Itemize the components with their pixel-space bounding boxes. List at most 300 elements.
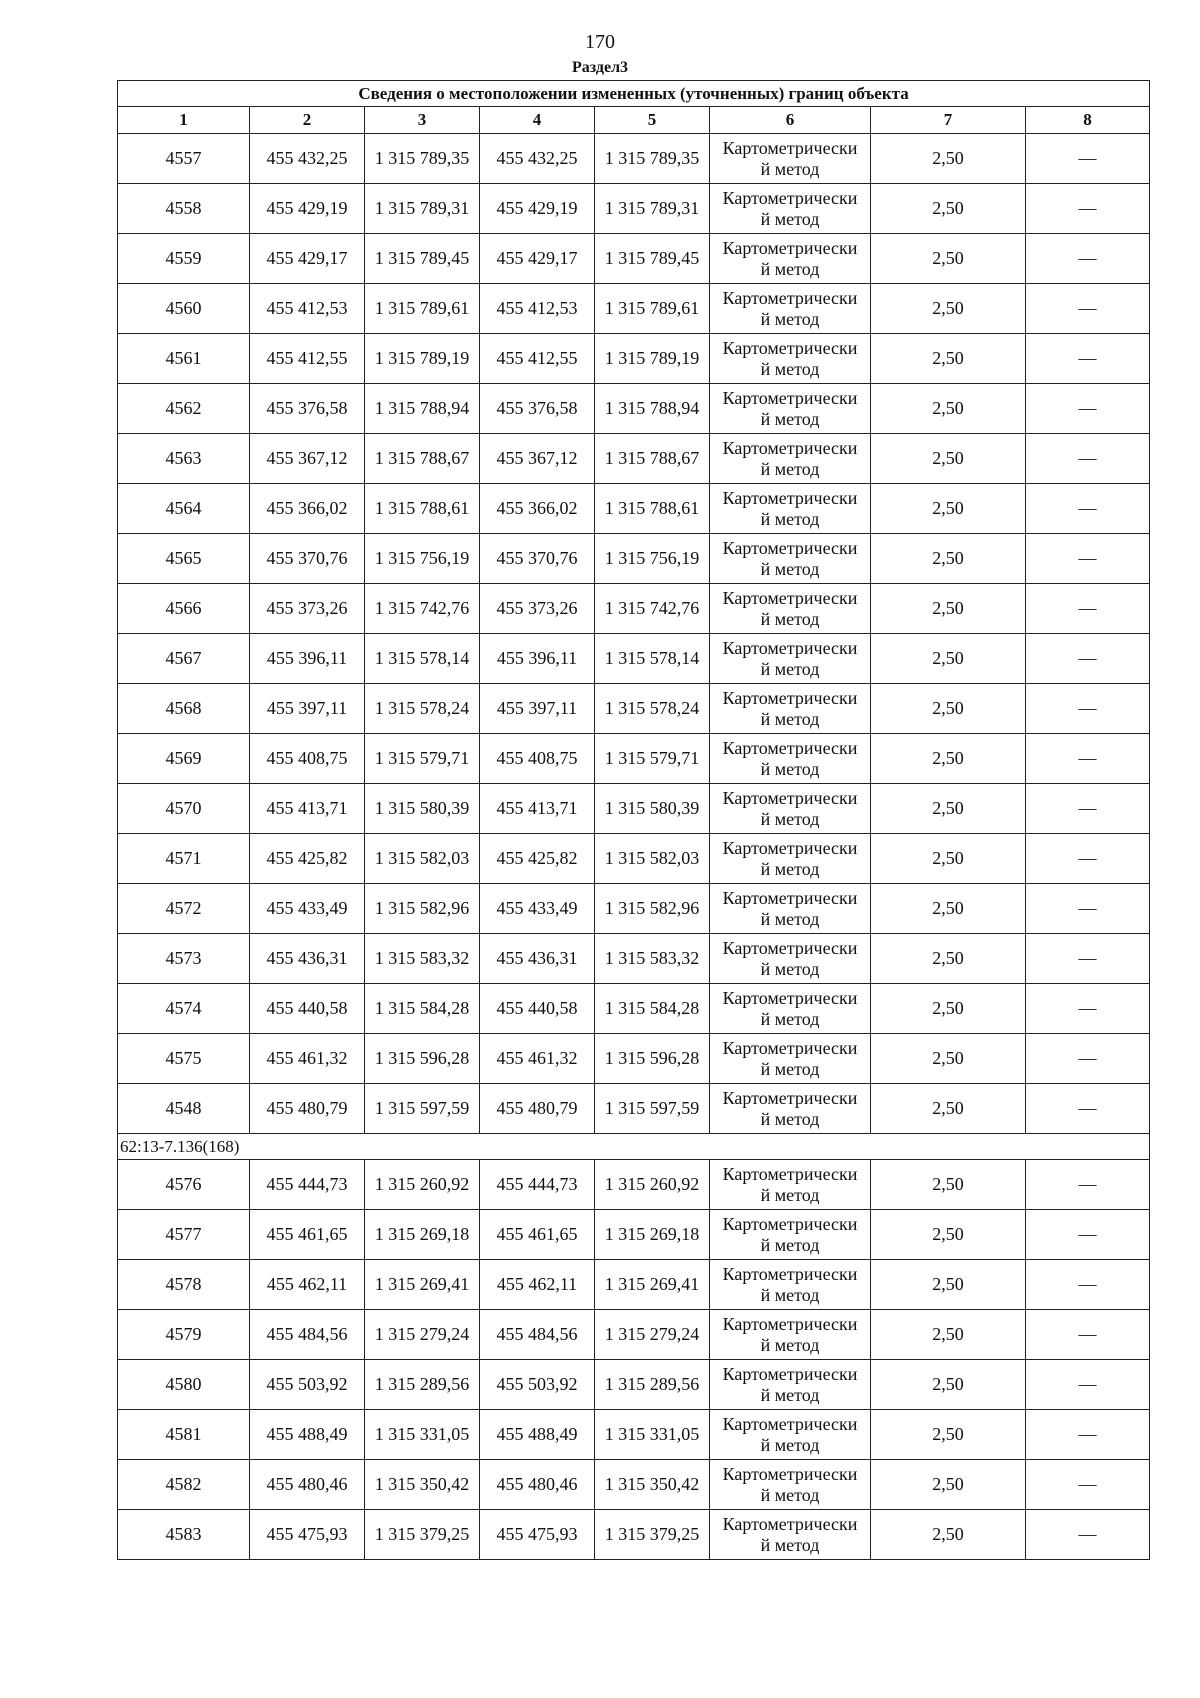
y-coordinate-cell: 1 315 379,25 (365, 1510, 480, 1560)
method-cell (710, 484, 871, 534)
x-coordinate-cell: 455 396,11 (250, 634, 365, 684)
section-title: Раздел3 (571, 59, 629, 76)
y-coordinate-new-cell: 1 315 579,71 (595, 734, 710, 784)
point-number-cell: 4571 (118, 834, 250, 884)
x-coordinate-new-cell: 455 462,11 (480, 1260, 595, 1310)
method-text: й метод (760, 1108, 820, 1129)
point-number-cell: 4579 (118, 1310, 250, 1360)
table-row (118, 834, 1150, 884)
y-coordinate-new-cell: 1 315 596,28 (595, 1034, 710, 1084)
x-coordinate-new-cell: 455 425,82 (480, 834, 595, 884)
method-cell (710, 1210, 871, 1260)
accuracy-cell: 2,50 (871, 1260, 1026, 1310)
table-row (118, 584, 1150, 634)
point-number-cell: 4557 (118, 134, 250, 184)
accuracy-cell: 2,50 (871, 534, 1026, 584)
boundary-coordinates-table (117, 80, 1150, 1560)
accuracy-cell: 2,50 (871, 234, 1026, 284)
x-coordinate-new-cell: 455 366,02 (480, 484, 595, 534)
x-coordinate-cell: 455 408,75 (250, 734, 365, 784)
point-number-cell: 4561 (118, 334, 250, 384)
y-coordinate-new-cell: 1 315 789,61 (595, 284, 710, 334)
y-coordinate-cell: 1 315 742,76 (365, 584, 480, 634)
table-row (118, 1084, 1150, 1134)
table-row (118, 684, 1150, 734)
y-coordinate-cell: 1 315 789,35 (365, 134, 480, 184)
x-coordinate-cell: 455 366,02 (250, 484, 365, 534)
method-text: й метод (760, 908, 820, 929)
point-number-cell: 4559 (118, 234, 250, 284)
group-header-row (118, 1134, 1150, 1160)
method-text: й метод (760, 258, 820, 279)
method-text: й метод (760, 308, 820, 329)
table-row (118, 334, 1150, 384)
table-caption: Сведения о местоположении измененных (уточненных) границ объекта (118, 81, 1150, 107)
note-cell: — (1026, 434, 1150, 484)
y-coordinate-cell: 1 315 789,45 (365, 234, 480, 284)
x-coordinate-new-cell: 455 436,31 (480, 934, 595, 984)
y-coordinate-new-cell: 1 315 331,05 (595, 1410, 710, 1460)
method-text: й метод (760, 458, 820, 479)
x-coordinate-cell: 455 413,71 (250, 784, 365, 834)
note-cell: — (1026, 484, 1150, 534)
note-cell: — (1026, 984, 1150, 1034)
note-cell: — (1026, 834, 1150, 884)
method-cell (710, 634, 871, 684)
y-coordinate-cell: 1 315 580,39 (365, 784, 480, 834)
accuracy-cell: 2,50 (871, 584, 1026, 634)
method-text: Картометрически (722, 1037, 858, 1058)
accuracy-cell: 2,50 (871, 1210, 1026, 1260)
note-cell: — (1026, 1034, 1150, 1084)
y-coordinate-new-cell: 1 315 583,32 (595, 934, 710, 984)
method-text: Картометрически (722, 1363, 858, 1384)
method-text: Картометрически (722, 1513, 858, 1534)
x-coordinate-new-cell: 455 461,32 (480, 1034, 595, 1084)
x-coordinate-new-cell: 455 408,75 (480, 734, 595, 784)
point-number-cell: 4578 (118, 1260, 250, 1310)
page-number: 170 (585, 31, 615, 53)
point-number-cell: 4565 (118, 534, 250, 584)
accuracy-cell: 2,50 (871, 634, 1026, 684)
table-row (118, 734, 1150, 784)
y-coordinate-cell: 1 315 269,18 (365, 1210, 480, 1260)
point-number-cell: 4569 (118, 734, 250, 784)
note-cell: — (1026, 1210, 1150, 1260)
y-coordinate-cell: 1 315 579,71 (365, 734, 480, 784)
table-row (118, 784, 1150, 834)
x-coordinate-new-cell: 455 370,76 (480, 534, 595, 584)
x-coordinate-new-cell: 455 475,93 (480, 1510, 595, 1560)
accuracy-cell: 2,50 (871, 484, 1026, 534)
point-number-cell: 4581 (118, 1410, 250, 1460)
method-text: Картометрически (722, 1313, 858, 1334)
table-row (118, 284, 1150, 334)
point-number-cell: 4562 (118, 384, 250, 434)
x-coordinate-cell: 455 462,11 (250, 1260, 365, 1310)
x-coordinate-cell: 455 433,49 (250, 884, 365, 934)
method-text: й метод (760, 1334, 820, 1355)
x-coordinate-cell: 455 475,93 (250, 1510, 365, 1560)
accuracy-cell: 2,50 (871, 384, 1026, 434)
y-coordinate-new-cell: 1 315 582,96 (595, 884, 710, 934)
column-number: 7 (871, 107, 1026, 134)
accuracy-cell: 2,50 (871, 184, 1026, 234)
method-text: й метод (760, 608, 820, 629)
table-row (118, 1410, 1150, 1460)
y-coordinate-new-cell: 1 315 789,19 (595, 334, 710, 384)
note-cell: — (1026, 1260, 1150, 1310)
method-text: й метод (760, 508, 820, 529)
y-coordinate-cell: 1 315 350,42 (365, 1460, 480, 1510)
method-text: й метод (760, 758, 820, 779)
point-number-cell: 4566 (118, 584, 250, 634)
x-coordinate-cell: 455 480,46 (250, 1460, 365, 1510)
y-coordinate-cell: 1 315 578,14 (365, 634, 480, 684)
x-coordinate-new-cell: 455 412,55 (480, 334, 595, 384)
accuracy-cell: 2,50 (871, 134, 1026, 184)
note-cell: — (1026, 1084, 1150, 1134)
method-text: й метод (760, 408, 820, 429)
x-coordinate-new-cell: 455 396,11 (480, 634, 595, 684)
accuracy-cell: 2,50 (871, 1310, 1026, 1360)
note-cell: — (1026, 1360, 1150, 1410)
accuracy-cell: 2,50 (871, 834, 1026, 884)
method-cell (710, 184, 871, 234)
y-coordinate-new-cell: 1 315 578,24 (595, 684, 710, 734)
column-number: 5 (595, 107, 710, 134)
table-row (118, 234, 1150, 284)
column-number: 3 (365, 107, 480, 134)
method-text: й метод (760, 708, 820, 729)
note-cell: — (1026, 884, 1150, 934)
method-text: Картометрически (722, 187, 858, 208)
x-coordinate-new-cell: 455 373,26 (480, 584, 595, 634)
y-coordinate-cell: 1 315 788,61 (365, 484, 480, 534)
x-coordinate-new-cell: 455 397,11 (480, 684, 595, 734)
x-coordinate-cell: 455 376,58 (250, 384, 365, 434)
method-text: й метод (760, 1234, 820, 1255)
method-text: Картометрически (722, 487, 858, 508)
point-number-cell: 4560 (118, 284, 250, 334)
method-text: Картометрически (722, 437, 858, 458)
y-coordinate-new-cell: 1 315 789,31 (595, 184, 710, 234)
method-text: Картометрически (722, 887, 858, 908)
x-coordinate-cell: 455 436,31 (250, 934, 365, 984)
x-coordinate-new-cell: 455 432,25 (480, 134, 595, 184)
method-text: й метод (760, 958, 820, 979)
table-row (118, 1460, 1150, 1510)
method-text: Картометрически (722, 137, 858, 158)
method-text: Картометрически (722, 1413, 858, 1434)
method-text: Картометрически (722, 387, 858, 408)
method-cell (710, 434, 871, 484)
note-cell: — (1026, 184, 1150, 234)
y-coordinate-new-cell: 1 315 742,76 (595, 584, 710, 634)
method-text: й метод (760, 158, 820, 179)
x-coordinate-new-cell: 455 461,65 (480, 1210, 595, 1260)
method-cell (710, 334, 871, 384)
point-number-cell: 4577 (118, 1210, 250, 1260)
method-text: Картометрически (722, 287, 858, 308)
x-coordinate-new-cell: 455 503,92 (480, 1360, 595, 1410)
y-coordinate-new-cell: 1 315 788,67 (595, 434, 710, 484)
table-row (118, 384, 1150, 434)
accuracy-cell: 2,50 (871, 1410, 1026, 1460)
method-cell (710, 134, 871, 184)
x-coordinate-new-cell: 455 433,49 (480, 884, 595, 934)
accuracy-cell: 2,50 (871, 1084, 1026, 1134)
method-cell (710, 1260, 871, 1310)
column-numbers-row (118, 107, 1150, 134)
note-cell: — (1026, 934, 1150, 984)
table-body (118, 81, 1150, 1560)
method-text: Картометрически (722, 937, 858, 958)
method-cell (710, 984, 871, 1034)
x-coordinate-cell: 455 367,12 (250, 434, 365, 484)
method-text: й метод (760, 1484, 820, 1505)
y-coordinate-new-cell: 1 315 279,24 (595, 1310, 710, 1360)
table-row (118, 1310, 1150, 1360)
x-coordinate-new-cell: 455 440,58 (480, 984, 595, 1034)
accuracy-cell: 2,50 (871, 334, 1026, 384)
table-row (118, 1260, 1150, 1310)
method-cell (710, 1460, 871, 1510)
accuracy-cell: 2,50 (871, 1360, 1026, 1410)
y-coordinate-new-cell: 1 315 269,18 (595, 1210, 710, 1260)
point-number-cell: 4563 (118, 434, 250, 484)
point-number-cell: 4572 (118, 884, 250, 934)
x-coordinate-cell: 455 412,55 (250, 334, 365, 384)
y-coordinate-new-cell: 1 315 580,39 (595, 784, 710, 834)
point-number-cell: 4583 (118, 1510, 250, 1560)
y-coordinate-cell: 1 315 756,19 (365, 534, 480, 584)
x-coordinate-cell: 455 412,53 (250, 284, 365, 334)
method-cell (710, 534, 871, 584)
y-coordinate-new-cell: 1 315 350,42 (595, 1460, 710, 1510)
method-text: й метод (760, 1058, 820, 1079)
method-text: Картометрически (722, 837, 858, 858)
y-coordinate-cell: 1 315 789,19 (365, 334, 480, 384)
point-number-cell: 4564 (118, 484, 250, 534)
method-text: Картометрически (722, 1463, 858, 1484)
accuracy-cell: 2,50 (871, 684, 1026, 734)
accuracy-cell: 2,50 (871, 1460, 1026, 1510)
accuracy-cell: 2,50 (871, 934, 1026, 984)
table-row (118, 1160, 1150, 1210)
table-row (118, 1210, 1150, 1260)
accuracy-cell: 2,50 (871, 1034, 1026, 1084)
method-cell (710, 1084, 871, 1134)
table-caption-row (118, 81, 1150, 107)
method-cell (710, 384, 871, 434)
method-text: Картометрически (722, 537, 858, 558)
x-coordinate-new-cell: 455 367,12 (480, 434, 595, 484)
y-coordinate-new-cell: 1 315 260,92 (595, 1160, 710, 1210)
column-number: 1 (118, 107, 250, 134)
note-cell: — (1026, 1160, 1150, 1210)
column-number: 8 (1026, 107, 1150, 134)
x-coordinate-cell: 455 432,25 (250, 134, 365, 184)
x-coordinate-cell: 455 488,49 (250, 1410, 365, 1460)
method-cell (710, 284, 871, 334)
x-coordinate-new-cell: 455 480,46 (480, 1460, 595, 1510)
method-text: Картометрически (722, 987, 858, 1008)
method-text: Картометрически (722, 787, 858, 808)
x-coordinate-cell: 455 440,58 (250, 984, 365, 1034)
accuracy-cell: 2,50 (871, 984, 1026, 1034)
y-coordinate-cell: 1 315 578,24 (365, 684, 480, 734)
method-cell (710, 934, 871, 984)
column-number: 6 (710, 107, 871, 134)
point-number-cell: 4574 (118, 984, 250, 1034)
accuracy-cell: 2,50 (871, 1160, 1026, 1210)
point-number-cell: 4576 (118, 1160, 250, 1210)
accuracy-cell: 2,50 (871, 284, 1026, 334)
method-text: й метод (760, 1534, 820, 1555)
y-coordinate-new-cell: 1 315 269,41 (595, 1260, 710, 1310)
y-coordinate-cell: 1 315 788,94 (365, 384, 480, 434)
table-row (118, 634, 1150, 684)
point-number-cell: 4567 (118, 634, 250, 684)
note-cell: — (1026, 1510, 1150, 1560)
method-text: й метод (760, 1008, 820, 1029)
note-cell: — (1026, 134, 1150, 184)
y-coordinate-new-cell: 1 315 756,19 (595, 534, 710, 584)
x-coordinate-new-cell: 455 484,56 (480, 1310, 595, 1360)
method-cell (710, 1410, 871, 1460)
x-coordinate-new-cell: 455 429,17 (480, 234, 595, 284)
x-coordinate-cell: 455 373,26 (250, 584, 365, 634)
y-coordinate-new-cell: 1 315 578,14 (595, 634, 710, 684)
point-number-cell: 4582 (118, 1460, 250, 1510)
y-coordinate-cell: 1 315 583,32 (365, 934, 480, 984)
point-number-cell: 4575 (118, 1034, 250, 1084)
x-coordinate-cell: 455 425,82 (250, 834, 365, 884)
x-coordinate-cell: 455 461,32 (250, 1034, 365, 1084)
note-cell: — (1026, 684, 1150, 734)
y-coordinate-new-cell: 1 315 584,28 (595, 984, 710, 1034)
y-coordinate-new-cell: 1 315 597,59 (595, 1084, 710, 1134)
table-row (118, 1034, 1150, 1084)
x-coordinate-new-cell: 455 412,53 (480, 284, 595, 334)
point-number-cell: 4558 (118, 184, 250, 234)
note-cell: — (1026, 1310, 1150, 1360)
method-cell (710, 234, 871, 284)
method-cell (710, 734, 871, 784)
method-text: Картометрически (722, 637, 858, 658)
x-coordinate-cell: 455 429,17 (250, 234, 365, 284)
note-cell: — (1026, 584, 1150, 634)
method-text: Картометрически (722, 1087, 858, 1108)
table-row (118, 934, 1150, 984)
note-cell: — (1026, 1410, 1150, 1460)
x-coordinate-cell: 455 429,19 (250, 184, 365, 234)
method-cell (710, 1160, 871, 1210)
method-cell (710, 784, 871, 834)
method-text: Картометрически (722, 587, 858, 608)
accuracy-cell: 2,50 (871, 1510, 1026, 1560)
note-cell: — (1026, 1460, 1150, 1510)
x-coordinate-cell: 455 444,73 (250, 1160, 365, 1210)
x-coordinate-new-cell: 455 376,58 (480, 384, 595, 434)
y-coordinate-cell: 1 315 584,28 (365, 984, 480, 1034)
x-coordinate-new-cell: 455 480,79 (480, 1084, 595, 1134)
point-number-cell: 4573 (118, 934, 250, 984)
x-coordinate-cell: 455 480,79 (250, 1084, 365, 1134)
table-row (118, 984, 1150, 1034)
y-coordinate-new-cell: 1 315 788,61 (595, 484, 710, 534)
accuracy-cell: 2,50 (871, 884, 1026, 934)
point-number-cell: 4570 (118, 784, 250, 834)
method-cell (710, 834, 871, 884)
note-cell: — (1026, 334, 1150, 384)
method-text: Картометрически (722, 1163, 858, 1184)
note-cell: — (1026, 284, 1150, 334)
y-coordinate-cell: 1 315 279,24 (365, 1310, 480, 1360)
method-text: Картометрически (722, 737, 858, 758)
x-coordinate-new-cell: 455 444,73 (480, 1160, 595, 1210)
y-coordinate-cell: 1 315 289,56 (365, 1360, 480, 1410)
accuracy-cell: 2,50 (871, 784, 1026, 834)
accuracy-cell: 2,50 (871, 434, 1026, 484)
method-cell (710, 884, 871, 934)
method-text: Картометрически (722, 1263, 858, 1284)
method-cell (710, 1310, 871, 1360)
y-coordinate-new-cell: 1 315 789,35 (595, 134, 710, 184)
method-text: й метод (760, 1284, 820, 1305)
y-coordinate-new-cell: 1 315 289,56 (595, 1360, 710, 1410)
note-cell: — (1026, 734, 1150, 784)
y-coordinate-cell: 1 315 331,05 (365, 1410, 480, 1460)
method-text: Картометрически (722, 687, 858, 708)
method-cell (710, 1510, 871, 1560)
x-coordinate-new-cell: 455 488,49 (480, 1410, 595, 1460)
x-coordinate-cell: 455 461,65 (250, 1210, 365, 1260)
x-coordinate-cell: 455 370,76 (250, 534, 365, 584)
method-text: й метод (760, 1384, 820, 1405)
group-label: 62:13-7.136(168) (118, 1134, 1150, 1160)
y-coordinate-cell: 1 315 788,67 (365, 434, 480, 484)
note-cell: — (1026, 534, 1150, 584)
table-row (118, 1360, 1150, 1410)
method-text: й метод (760, 208, 820, 229)
point-number-cell: 4568 (118, 684, 250, 734)
y-coordinate-cell: 1 315 269,41 (365, 1260, 480, 1310)
y-coordinate-cell: 1 315 596,28 (365, 1034, 480, 1084)
x-coordinate-new-cell: 455 413,71 (480, 784, 595, 834)
y-coordinate-cell: 1 315 597,59 (365, 1084, 480, 1134)
table-row (118, 484, 1150, 534)
table-row (118, 1510, 1150, 1560)
method-cell (710, 584, 871, 634)
table-row (118, 434, 1150, 484)
x-coordinate-new-cell: 455 429,19 (480, 184, 595, 234)
method-text: й метод (760, 658, 820, 679)
table-row (118, 534, 1150, 584)
method-text: й метод (760, 858, 820, 879)
x-coordinate-cell: 455 397,11 (250, 684, 365, 734)
method-text: й метод (760, 558, 820, 579)
table-row (118, 884, 1150, 934)
column-number: 4 (480, 107, 595, 134)
y-coordinate-cell: 1 315 582,96 (365, 884, 480, 934)
method-cell (710, 1034, 871, 1084)
method-text: й метод (760, 808, 820, 829)
method-text: й метод (760, 1184, 820, 1205)
y-coordinate-new-cell: 1 315 788,94 (595, 384, 710, 434)
method-text: й метод (760, 1434, 820, 1455)
